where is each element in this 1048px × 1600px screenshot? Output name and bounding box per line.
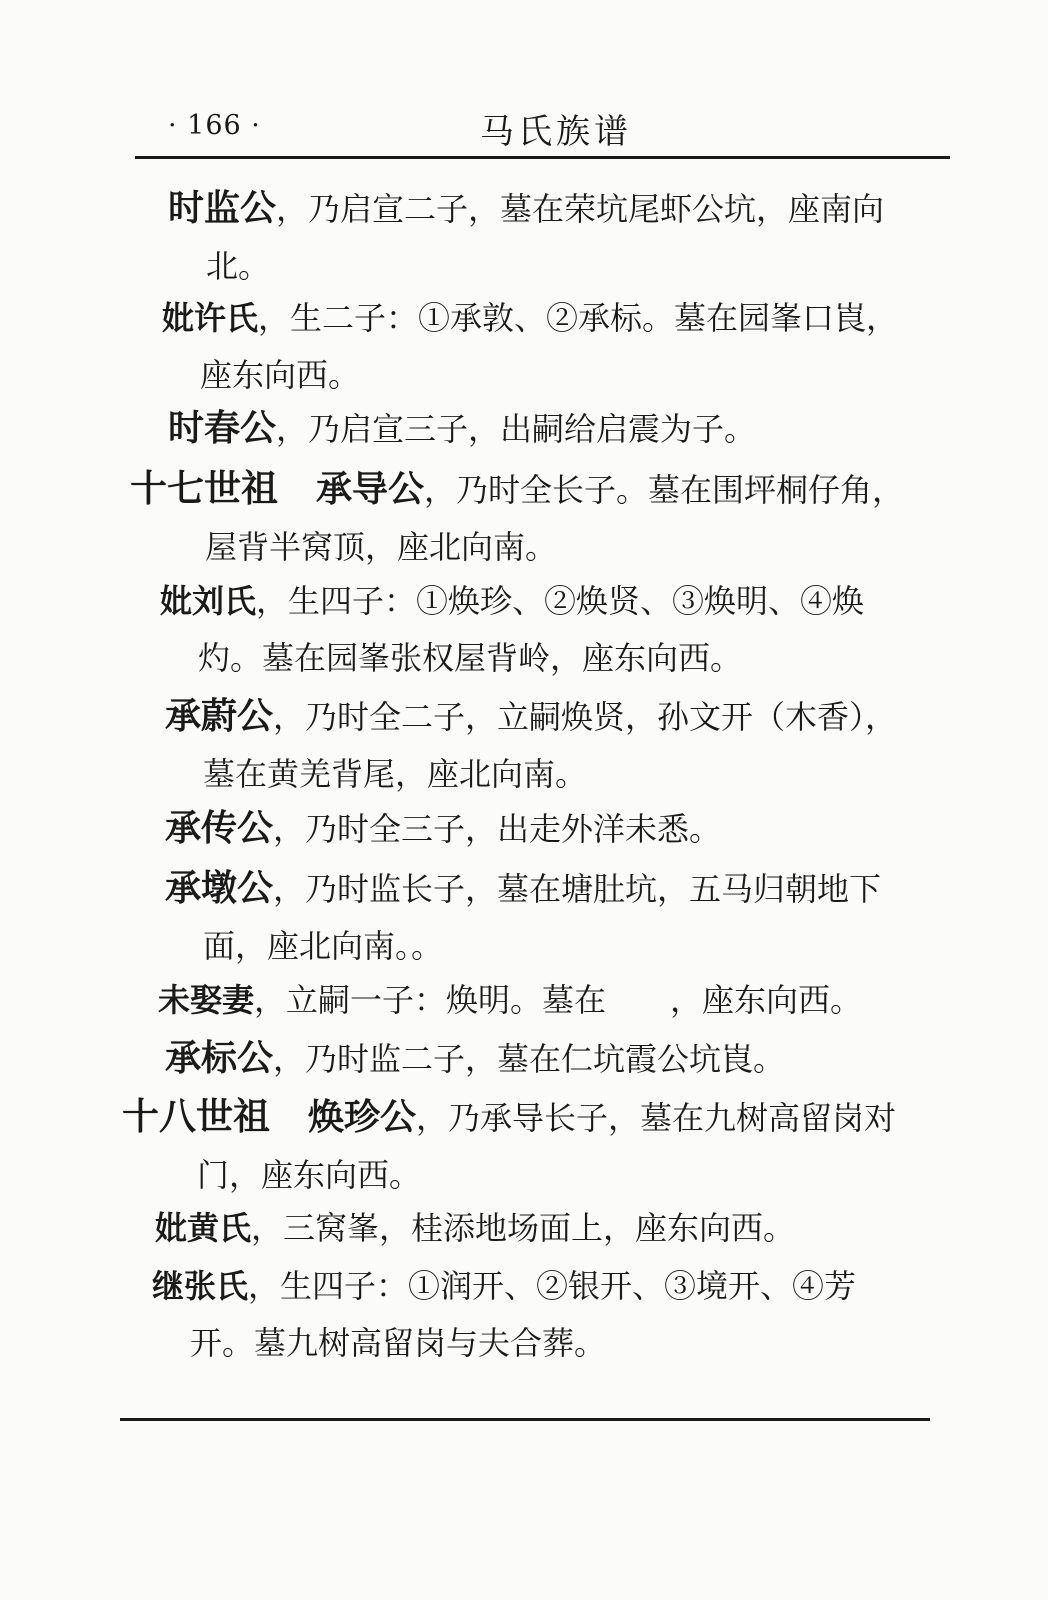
entry-chengbiao <box>165 1030 785 1088</box>
entry-huanzhen <box>122 1088 896 1204</box>
entry-name: 承墩公 <box>165 867 274 909</box>
entry-text: ，立嗣一子：焕明。墓在 ，座东向西。 <box>254 981 863 1019</box>
entry-text-cont: 面，座北向南。。 <box>203 927 444 965</box>
entry-text-cont: 门，座东向西。 <box>197 1156 422 1194</box>
entry-shijian <box>168 180 884 295</box>
book-title: 马氏族谱 <box>480 112 632 152</box>
entry-huang <box>155 1200 795 1257</box>
entry-text: ，乃启宣二子，墓在荣坑尾虾公坑，座南向 <box>276 190 885 228</box>
page-header <box>135 98 945 154</box>
entry-text: ，乃时全长子。墓在围坪桐仔角， <box>424 471 905 509</box>
entry-zhang <box>152 1258 856 1372</box>
entry-chengdao <box>130 460 904 576</box>
entry-name: 时监公 <box>168 187 277 229</box>
footer-rule <box>120 1418 930 1421</box>
entry-name: 妣刘氏 <box>160 582 257 620</box>
entry-text: ，乃时全二子，立嗣焕贤，孙文开（木香）， <box>273 698 898 736</box>
entry-text: ，生二子：①承敦、②承标。墓在园峯口崀， <box>258 299 899 337</box>
entry-text: ，生四子：①润开、②银开、③境开、④芳 <box>248 1267 857 1305</box>
entry-text: ，乃承导长子，墓在九树高留岗对 <box>416 1099 897 1137</box>
entry-text: ，生四子：①焕珍、②焕贤、③焕明、④焕 <box>256 582 865 620</box>
entry-name: 时春公 <box>168 407 277 449</box>
entry-text-cont: 北。 <box>206 247 271 285</box>
entry-shichun <box>168 400 756 458</box>
entry-text-cont: 座东向西。 <box>200 356 361 394</box>
entry-text-cont: 灼。墓在园峯张权屋背岭，座东向西。 <box>198 639 743 677</box>
entry-name: 承传公 <box>165 807 274 849</box>
entry-name: 未娶妻 <box>158 981 255 1019</box>
entry-name: 妣黄氏 <box>155 1209 252 1247</box>
header-rule <box>135 156 950 159</box>
entry-chengwei <box>165 688 897 803</box>
entry-chengdun <box>165 860 881 975</box>
entry-name: 承蔚公 <box>165 695 274 737</box>
entry-name: 承导公 <box>316 468 425 510</box>
entry-xu <box>162 290 898 404</box>
entry-text-cont: 墓在黄羌背尾，座北向南。 <box>203 755 588 793</box>
entry-unmarried <box>158 972 862 1029</box>
entry-text: ，三窝峯，桂添地场面上，座东向西。 <box>251 1209 796 1247</box>
entry-name: 妣许氏 <box>162 299 259 337</box>
entry-chengchuan <box>165 800 721 858</box>
entry-text: ，乃启宣三子，出嗣给启震为子。 <box>276 410 757 448</box>
entry-text: ，乃时监二子，墓在仁坑霞公坑崀。 <box>273 1040 786 1078</box>
entry-text: ，乃时全三子，出走外洋未悉。 <box>273 810 722 848</box>
page-number: · 166 · <box>168 110 261 141</box>
entry-text-cont: 开。墓九树高留岗与夫合葬。 <box>190 1324 607 1362</box>
generation-label: 十七世祖 <box>130 466 278 510</box>
entry-name: 焕珍公 <box>308 1096 417 1138</box>
entry-liu <box>160 573 864 687</box>
entry-text: ，乃时监长子，墓在塘肚坑，五马归朝地下 <box>273 870 882 908</box>
entry-name: 继张氏 <box>152 1267 249 1305</box>
entry-text-cont: 屋背半窝顶，座北向南。 <box>205 528 558 566</box>
entry-name: 承标公 <box>165 1037 274 1079</box>
generation-label: 十八世祖 <box>122 1094 270 1138</box>
